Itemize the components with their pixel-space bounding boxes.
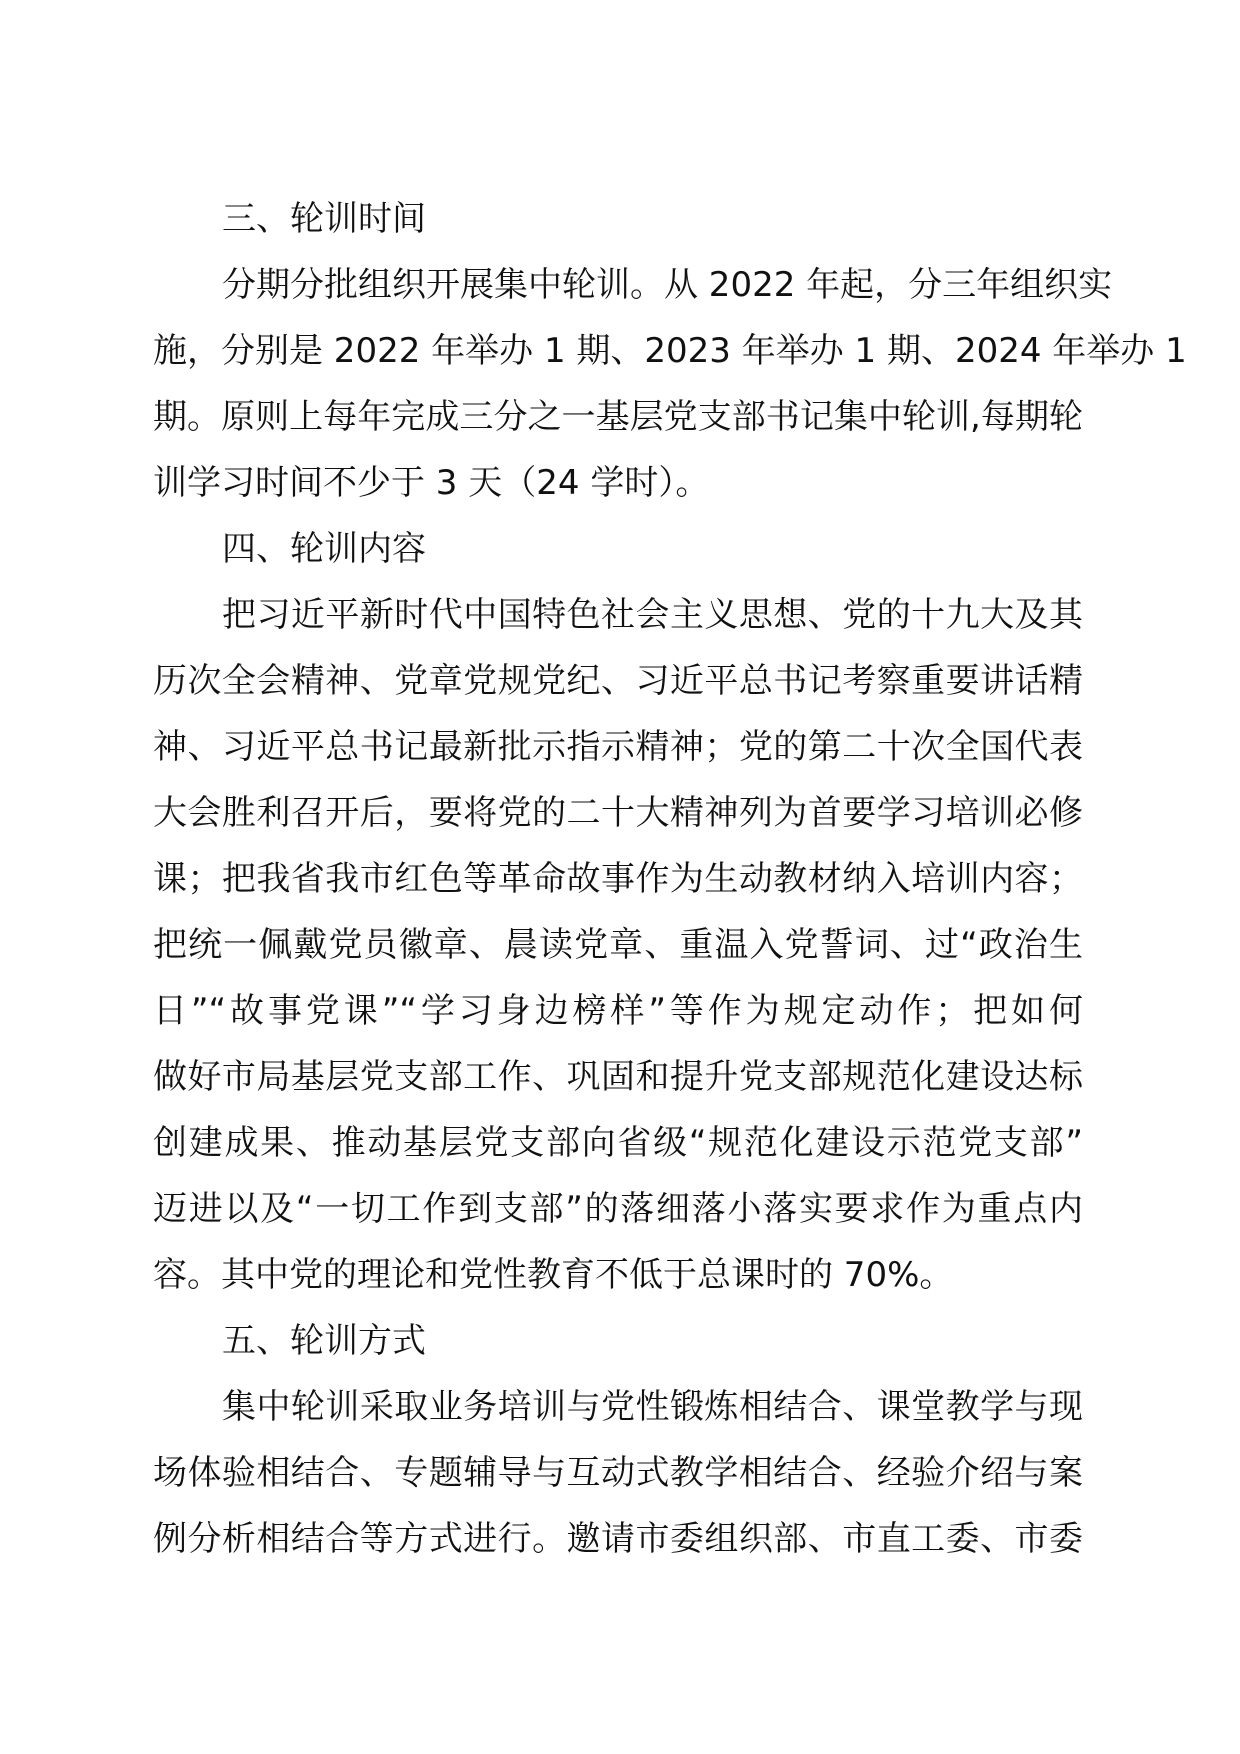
text-line: 例分析相结合等方式进行。邀请市委组织部、市直工委、市委: [153, 1519, 1083, 1559]
text-line: 做好市局基层党支部工作、巩固和提升党支部规范化建设达标: [153, 1057, 1083, 1097]
text-line: 分期分批组织开展集中轮训。从 2022 年起，分三年组织实: [222, 265, 1113, 305]
paragraph-training-method: [153, 1374, 1083, 1572]
text-line: 神、习近平总书记最新批示指示精神；党的第二十次全国代表: [153, 727, 1083, 767]
text-line: 集中轮训采取业务培训与党性锻炼相结合、课堂教学与现: [222, 1387, 1083, 1427]
text-line: 大会胜利召开后，要将党的二十大精神列为首要学习培训必修: [153, 793, 1083, 833]
section-heading-training-method: 五、轮训方式: [222, 1321, 426, 1361]
paragraph-training-time: [153, 252, 1187, 516]
text-line: 场体验相结合、专题辅导与互动式教学相结合、经验介绍与案: [153, 1453, 1083, 1493]
text-line: 日”“故事党课”“学习身边榜样”等作为规定动作；把如何: [153, 991, 1083, 1031]
section-heading-training-content: 四、轮训内容: [222, 529, 426, 569]
text-line: 容。其中党的理论和党性教育不低于总课时的 70%。: [153, 1255, 954, 1295]
text-line: 历次全会精神、党章党规党纪、习近平总书记考察重要讲话精: [153, 661, 1083, 701]
text-line: 把统一佩戴党员徽章、晨读党章、重温入党誓词、过“政治生: [153, 925, 1083, 965]
paragraph-training-content: [153, 582, 1083, 1308]
text-line: 训学习时间不少于 3 天（24 学时）。: [153, 463, 710, 503]
text-line: 课；把我省我市红色等革命故事作为生动教材纳入培训内容；: [153, 859, 1083, 899]
text-line: 创建成果、推动基层党支部向省级“规范化建设示范党支部”: [153, 1123, 1083, 1163]
document-body: [153, 186, 1187, 1572]
section-heading-training-time: 三、轮训时间: [222, 199, 426, 239]
text-line: 施，分别是 2022 年举办 1 期、2023 年举办 1 期、2024 年举办 1: [153, 331, 1187, 371]
text-line: 把习近平新时代中国特色社会主义思想、党的十九大及其: [222, 595, 1083, 635]
text-line: 期。原则上每年完成三分之一基层党支部书记集中轮训,每期轮: [153, 397, 1083, 437]
text-line: 迈进以及“一切工作到支部”的落细落小落实要求作为重点内: [153, 1189, 1083, 1229]
